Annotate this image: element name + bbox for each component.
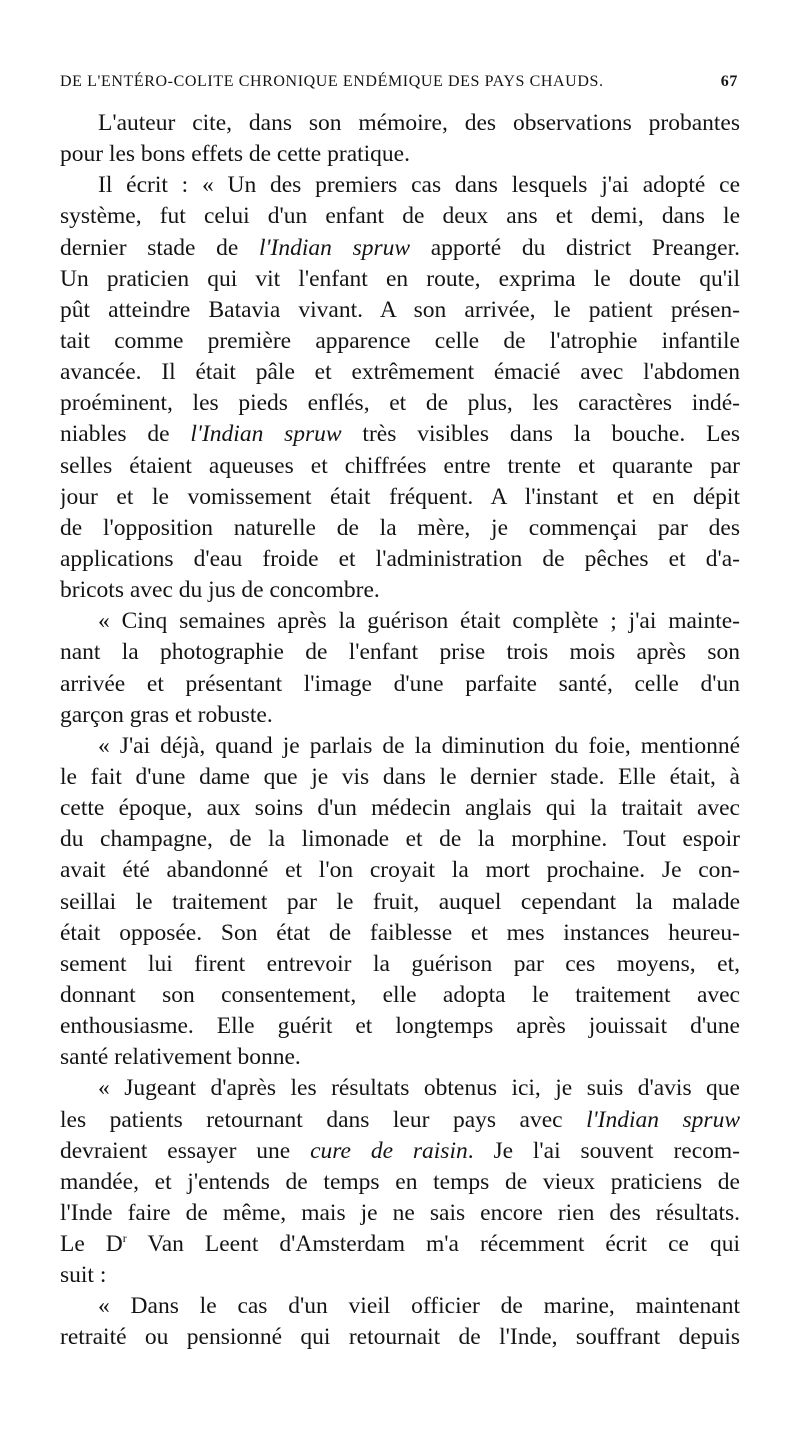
text-segment: cette époque, aux soins d'un médecin anglais qui la traitait avec [60, 795, 740, 822]
text-segment: suit : [60, 1262, 107, 1289]
superscript: r [122, 1231, 127, 1246]
text-line [60, 326, 740, 357]
page-number: 67 [720, 73, 738, 90]
text-segment: donnant son consentement, elle adopta le traitement avec [60, 981, 740, 1008]
text-line [60, 544, 740, 575]
text-line [60, 824, 740, 855]
text-line [60, 357, 740, 388]
italic-text: l'Indian spruw [259, 234, 411, 261]
text-segment: bricots avec du jus de concombre. [60, 577, 380, 604]
text-segment: . Je l'ai souvent recom- [467, 1137, 740, 1164]
text-segment: sement lui firent entrevoir la guérison par ces moyens, et, [60, 950, 740, 977]
text-line [60, 1136, 740, 1167]
text-segment: mandée, et j'entends de temps en temps de vieux praticiens de [60, 1168, 740, 1195]
text-line [60, 139, 740, 170]
text-segment: système, fut celui d'un enfant de deux ans et demi, dans le [60, 203, 740, 230]
text-segment: apporté du district Preanger. [410, 234, 740, 261]
text-line [60, 451, 740, 482]
text-segment: retraité ou pensionné qui retournait de l'Inde, souffrant depuis [60, 1324, 740, 1351]
text-line [60, 731, 740, 762]
text-line [60, 575, 740, 606]
text-segment: l'Inde faire de même, mais je ne sais encore rien des résultats. [60, 1199, 740, 1226]
text-line [60, 762, 740, 793]
text-segment: proéminent, les pieds enflés, et de plus, les caractères indé- [60, 390, 740, 417]
text-line [60, 388, 740, 419]
text-segment: était opposée. Son état de faiblesse et mes instances heureu- [60, 919, 740, 946]
text-line [60, 980, 740, 1011]
text-segment: de l'opposition naturelle de la mère, je commençai par des [60, 514, 740, 541]
text-segment: seillai le traitement par le fruit, auquel cependant la malade [60, 888, 740, 915]
text-segment: niables de [60, 421, 191, 448]
text-line [60, 1105, 740, 1136]
text-line [60, 482, 740, 513]
text-segment: « Cinq semaines après la guérison était complète ; j'ai mainte- [98, 608, 740, 635]
text-segment: « Dans le cas d'un vieil officier de marine, maintenant [98, 1293, 740, 1320]
text-segment: L'auteur cite, dans son mémoire, des observations probantes [98, 110, 740, 136]
text-segment: les patients retournant dans leur pays avec [60, 1106, 587, 1133]
text-segment: tait comme première apparence celle de l'atrophie infantile [60, 327, 740, 354]
text-segment: garçon gras et robuste. [60, 701, 273, 728]
text-segment: avancée. Il était pâle et extrêmement émacié avec l'abdomen [60, 359, 740, 386]
text-segment: enthousiasme. Elle guérit et longtemps après jouissait d'une [60, 1013, 740, 1040]
text-line [60, 793, 740, 824]
body-text [60, 108, 740, 1354]
text-segment: avait été abandonné et l'on croyait la mort prochaine. Je con- [60, 857, 740, 884]
text-segment: selles étaient aqueuses et chiffrées entre trente et quarante par [60, 452, 740, 479]
text-line [60, 606, 740, 637]
text-segment: « J'ai déjà, quand je parlais de la diminution du foie, mentionné [98, 732, 740, 759]
text-line [60, 170, 740, 201]
text-segment: nant la photographie de l'enfant prise trois mois après son [60, 639, 740, 666]
text-line [60, 1322, 740, 1353]
text-line [60, 513, 740, 544]
text-line [60, 949, 740, 980]
text-line [60, 1260, 740, 1291]
text-segment: pût atteindre Batavia vivant. A son arrivée, le patient présen- [60, 296, 740, 323]
text-segment: le fait d'une dame que je vis dans le dernier stade. Elle était, à [60, 763, 740, 790]
text-line [60, 1198, 740, 1229]
text-line [60, 918, 740, 949]
text-segment: Le D [60, 1231, 123, 1258]
text-line [60, 108, 740, 139]
text-segment: du champagne, de la limonade et de la morphine. Tout espoir [60, 826, 740, 853]
text-line [60, 1167, 740, 1198]
text-segment: dernier stade de [60, 234, 259, 261]
text-segment: Il écrit : « Un des premiers cas dans lesquels j'ai adopté ce [98, 172, 740, 199]
running-title: DE L'ENTÉRO-COLITE CHRONIQUE ENDÉMIQUE DES PAYS CHAUDS. [60, 73, 604, 90]
text-segment: applications d'eau froide et l'administration de pêches et d'a- [60, 545, 740, 572]
text-line [60, 1011, 740, 1042]
text-segment: devraient essayer une [60, 1137, 311, 1164]
text-segment: pour les bons effets de cette pratique. [60, 141, 410, 168]
text-line [60, 1291, 740, 1322]
text-line [60, 295, 740, 326]
text-line [60, 1042, 740, 1073]
text-line [60, 419, 740, 450]
text-line [60, 669, 740, 700]
text-line [60, 700, 740, 731]
text-segment: très visibles dans la bouche. Les [341, 421, 740, 448]
text-line [60, 855, 740, 886]
text-line [60, 1229, 740, 1260]
text-segment: arrivée et présentant l'image d'une parfaite santé, celle d'un [60, 670, 740, 697]
italic-text: l'Indian spruw [190, 421, 342, 448]
italic-text: cure de raisin [310, 1137, 468, 1164]
text-line [60, 637, 740, 668]
text-line [60, 264, 740, 295]
text-segment: santé relativement bonne. [60, 1044, 301, 1071]
text-segment: Van Leent d'Amsterdam m'a récemment écrit ce qui [126, 1231, 740, 1258]
text-segment: jour et le vomissement était fréquent. A l'instant et en dépit [60, 483, 740, 510]
text-line [60, 233, 740, 264]
text-segment: Un praticien qui vit l'enfant en route, exprima le doute qu'il [60, 265, 740, 292]
text-segment: « Jugeant d'après les résultats obtenus ici, je suis d'avis que [98, 1075, 740, 1102]
text-line [60, 1073, 740, 1104]
text-line [60, 201, 740, 232]
italic-text: l'Indian spruw [586, 1106, 740, 1133]
text-line [60, 887, 740, 918]
